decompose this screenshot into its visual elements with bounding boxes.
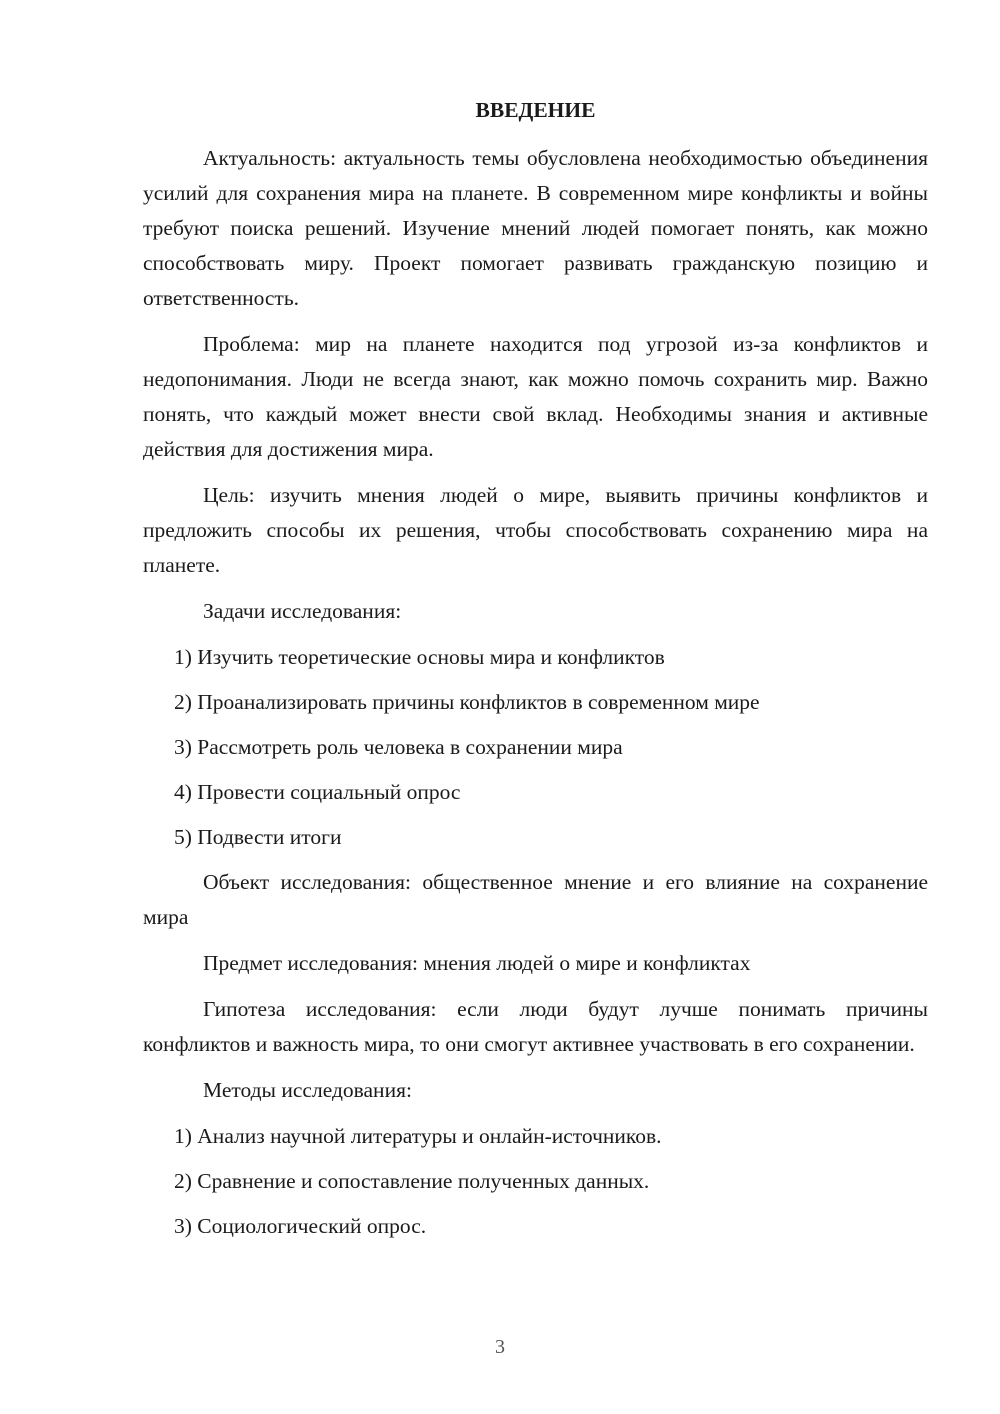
page-number: 3 [495,1336,505,1358]
method-item: 2) Сравнение и сопоставление полученных данных. [174,1169,650,1193]
relevance-paragraph: Актуальность: актуальность темы обусловлена необходимостью объединения усилий для сохранения мира на планете. В современном мире конфликты и войны требуют поиска решений. Изучение мнений людей помогает понять, как можно способствовать миру. Проект помогает развивать гражданскую позицию и ответственность. [143,146,928,310]
task-item: 1) Изучить теоретические основы мира и конфликтов [174,645,665,669]
method-item: 1) Анализ научной литературы и онлайн-источников. [174,1124,662,1148]
goal-paragraph: Цель: изучить мнения людей о мире, выявить причины конфликтов и предложить способы их решения, чтобы способствовать сохранению мира на планете. [143,483,928,577]
section-title: ВВЕДЕНИЕ [475,98,596,122]
task-item: 3) Рассмотреть роль человека в сохранении мира [174,735,623,759]
task-item: 2) Проанализировать причины конфликтов в современном мире [174,690,760,714]
hypothesis-paragraph: Гипотеза исследования: если люди будут лучше понимать причины конфликтов и важность мира, то они смогут активнее участвовать в его сохранении. [143,997,928,1056]
task-item: 4) Провести социальный опрос [174,780,461,804]
subject-paragraph: Предмет исследования: мнения людей о мире и конфликтах [203,951,751,975]
problem-paragraph: Проблема: мир на планете находится под угрозой из-за конфликтов и недопонимания. Люди не всегда знают, как можно помочь сохранить мир. Важно понять, что каждый может внести свой вклад. Необходимы знания и активные действия для достижения мира. [143,332,928,461]
task-item: 5) Подвести итоги [174,825,342,849]
text-body [143,95,928,1254]
methods-heading: Методы исследования: [203,1078,412,1102]
method-item: 3) Социологический опрос. [174,1214,427,1238]
tasks-heading: Задачи исследования: [203,599,402,623]
object-paragraph: Объект исследования: общественное мнение и его влияние на сохранение мира [143,870,928,929]
